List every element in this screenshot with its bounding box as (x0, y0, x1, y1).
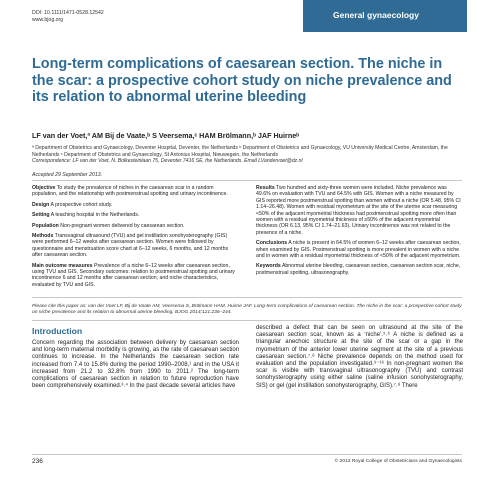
divider (32, 320, 462, 321)
abstract-conclusions: Conclusions A niche is present in 64.5% of women 6–12 weeks after caesarean section, when examined by GIS. Postmenstrual spotting is more prevalent in women with a niche and in women with a residual myometrial thickness of <50% of the adjacent myometrium. (256, 240, 461, 260)
section-label: General gynaecology (303, 0, 467, 32)
body-text-right: described a defect that can be seen on ultrasound at the site of the caesarean section scar, known as a ‘niche’.⁵˒⁶ A niche is defined as a triangular anechoic structure at the site of the scar or a gap in the myometrium of the anterior lower uterine segment at the site of a previous caesarean section.⁷˒⁸ Niche prevalence depends on the method used for evaluation and the population investigated.⁹⁻¹⁶ In non-pregnant women the scar is visible with transvaginal ultrasonography (TVU) and contrast sonohysterography using either saline (saline infusion sonohysterography, SIS) or gel (gel instillation sonohysterography, GIS).⁷˒⁸ There (256, 325, 463, 389)
doi-text: DOI: 10.1111/1471-0528.12542 (32, 10, 104, 16)
abstract-left-column (32, 185, 237, 292)
abstract-population: Population Non-pregnant women delivered by caesarean section. (32, 222, 185, 229)
affiliation-text: ª Department of Obstetrics and Gynaecology, Deventer Hospital, Deventer, the Netherlands ᵇ Department of Obstetrics and Gynaecology, VU University Medical Centre, Amsterdam, the Netherlands ᶜ Department of Obstetrics and Gynaecology, St Antonius Hospital, Nieuwegein, the Netherlands (32, 145, 448, 158)
abstract-setting: Setting A teaching hospital in the Netherlands. (32, 212, 140, 219)
citation-note: Please cite this paper as: van der Voet LF, Bij de Vaate AM, Veersema S, Brölmann HAM, Huirne JAF. Long-term complications of caesarean section. The niche in the scar: a prospective cohort study on niche prevalence and its relation to abnormal uterine bleeding. BJOG 2014;121:236–244. (32, 304, 462, 316)
abstract-design: Design A prospective cohort study. (32, 201, 113, 208)
article-title: Long-term complications of caesarean section. The niche in the scar: a prospective cohort study on niche prevalence and its relation to abnormal uterine bleeding (32, 56, 452, 106)
copyright-notice: © 2013 Royal College of Obstetricians and Gynaecologists (334, 459, 462, 464)
page-number: 236 (32, 458, 43, 465)
section-heading-introduction: Introduction (32, 326, 83, 336)
abstract-methods: Methods Transvaginal ultrasound (TVU) and gel instillation sonohysterography (GIS) were performed 6–12 weeks after caesarean section. Women were followed by questionnaire and menstruation score chart at 6–12 weeks, 6 months, and 12 months after caesarean section. (32, 233, 229, 259)
abstract-right-column (256, 185, 462, 280)
affiliations (32, 145, 464, 165)
abstract-objective: Objective To study the prevalence of niches in the caesarean scar in a random population, and the relationship with postmenstrual spotting and urinary incontinence. (32, 185, 228, 198)
correspondence-text: Correspondence: LF van der Voet, N. Bolkesteinlaan 75, Deventer 7416 SE, the Netherlands. Email LVandervoet@dz.nl (32, 158, 303, 164)
body-text-left: Concern regarding the association between delivery by caesarean section and long-term maternal morbidity is growing, as the rate of caesarean section continues to increase. In the Netherlands the caesarean section rate increased from 7.4 to 15.8% during the period 1990–2008,¹ and in the USA it increased from 21.2 to 32.8% from 1990 to 2011.² The long-term complications of caesarean section in relation to future reproduction have been comprehensively examined.³˒⁴ In the past decade several articles have (32, 340, 239, 390)
abstract-outcomes: Main outcome measures Prevalence of a niche 6–12 weeks after caesarean section, using TVU and GIS. Secondary outcomes: relation to postmenstrual spotting and urinary incontinence 6 and 12 months after caesarean section; and niche characteristics, evaluated by TVU and GIS. (32, 262, 235, 288)
footer-divider (32, 454, 462, 455)
journal-site[interactable]: www.bjog.org (32, 17, 64, 23)
accepted-date: Accepted 29 September 2013. (32, 172, 103, 178)
author-list: LF van der Voet,ª AM Bij de Vaate,ᵇ S Veersema,ᶜ HAM Brölmann,ᵇ JAF Huirneᵇ (32, 131, 300, 140)
abstract-keywords: Keywords Abnormal uterine bleeding, caesarean section, caesarean section scar, niche, postmenstrual spotting, ultrasonography. (256, 263, 461, 276)
page-header (0, 0, 487, 34)
abstract-results: Results Two hundred and sixty-three women were included. Niche prevalence was 49.6% on evaluation with TVU and 64.5% with GIS. Women with a niche measured by GIS reported more postmenstrual spotting than women without a niche (OR 5.48, 95% CI 1.14–26.48). Women with residual myometrium at the site of the uterine scar measuring <50% of the adjacent myometrial thickness had postmenstrual spotting more often than women with a residual myometrial thickness of ≥50% of the adjacent myometrial thickness (OR 6.13, 95% CI 1.74–21.63). Urinary incontinence was not related to the presence of a niche. (256, 185, 461, 236)
